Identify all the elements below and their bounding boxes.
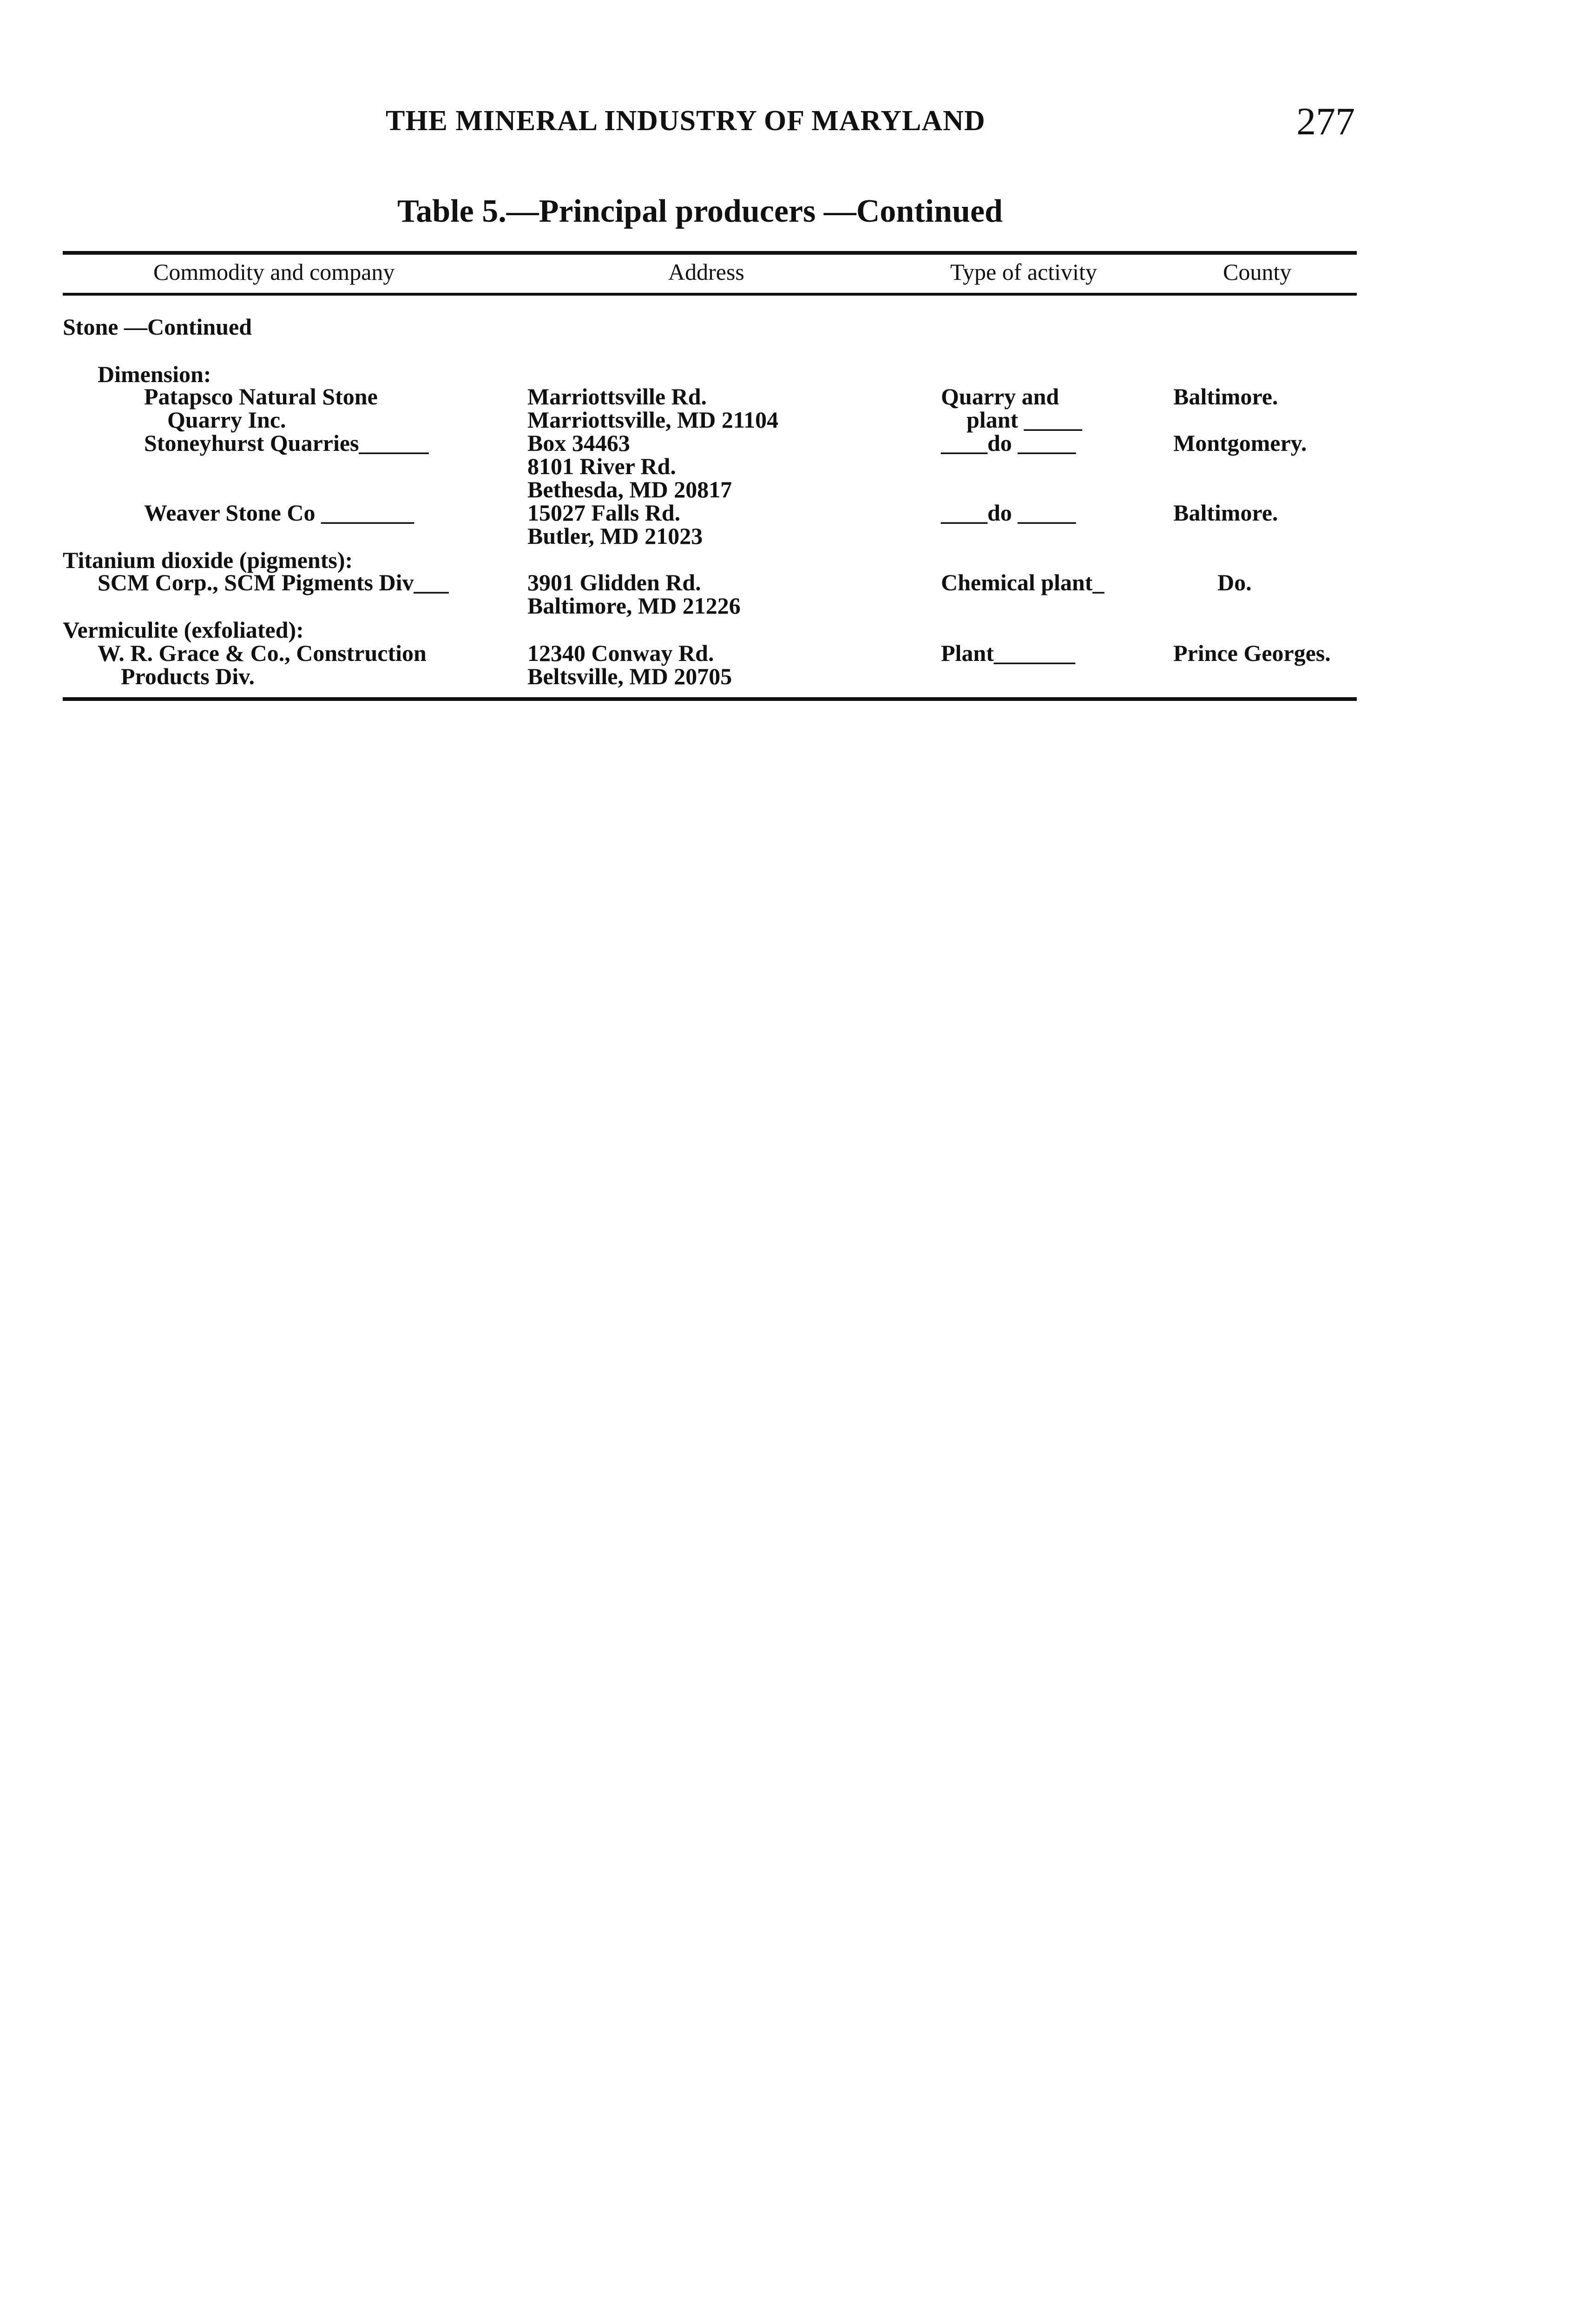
- activity-type: ____do _____: [941, 500, 1076, 526]
- company-name: Weaver Stone Co ________: [144, 500, 414, 526]
- page-number: 277: [1296, 100, 1355, 143]
- commodity-subgroup-heading: Dimension:: [98, 361, 211, 387]
- address-line: 12340 Conway Rd.: [527, 640, 714, 666]
- column-header-activity: Type of activity: [950, 259, 1097, 285]
- address-line: 15027 Falls Rd.: [527, 500, 681, 526]
- address-line: Butler, MD 21023: [527, 523, 703, 549]
- page-header: [0, 100, 1591, 146]
- activity-type: Plant_______: [941, 640, 1075, 666]
- commodity-group-heading: Stone —Continued: [63, 314, 252, 340]
- running-title: THE MINERAL INDUSTRY OF MARYLAND: [386, 105, 986, 137]
- table-bottom-rule: [63, 697, 1357, 701]
- address-line: Box 34463: [527, 430, 630, 456]
- company-name: W. R. Grace & Co., Construction: [98, 640, 427, 666]
- table-header-rule: [63, 293, 1357, 296]
- company-name: Stoneyhurst Quarries______: [144, 430, 429, 456]
- column-header-address: Address: [668, 259, 744, 285]
- address-line: Bethesda, MD 20817: [527, 476, 732, 502]
- address-line: Beltsville, MD 20705: [527, 663, 732, 689]
- county-name: Baltimore.: [1173, 383, 1278, 409]
- commodity-heading: Titanium dioxide (pigments):: [63, 547, 353, 573]
- company-name: SCM Corp., SCM Pigments Div___: [98, 569, 449, 595]
- table-top-rule: [63, 251, 1357, 255]
- company-name: Patapsco Natural Stone: [144, 383, 378, 409]
- address-line: 3901 Glidden Rd.: [527, 569, 701, 595]
- county-name: Montgomery.: [1173, 430, 1307, 456]
- address-line: Baltimore, MD 21226: [527, 593, 741, 619]
- address-line: Marriottsville Rd.: [527, 383, 707, 409]
- column-header-county: County: [1223, 259, 1292, 285]
- commodity-heading: Vermiculite (exfoliated):: [63, 617, 304, 643]
- activity-type: Chemical plant_: [941, 569, 1104, 595]
- column-header-commodity: Commodity and company: [153, 259, 395, 285]
- county-name: Prince Georges.: [1173, 640, 1331, 666]
- address-line: 8101 River Rd.: [527, 453, 676, 479]
- address-line: Marriottsville, MD 21104: [527, 407, 779, 433]
- activity-type: Quarry and: [941, 383, 1059, 409]
- activity-type-continued: plant _____: [966, 407, 1082, 433]
- county-name: Baltimore.: [1173, 500, 1278, 526]
- company-name-continued: Products Div.: [121, 663, 255, 689]
- table-title: Table 5.—Principal producers —Continued: [397, 193, 1003, 229]
- activity-type: ____do _____: [941, 430, 1076, 456]
- county-name: Do.: [1217, 569, 1252, 595]
- company-name-continued: Quarry Inc.: [167, 407, 286, 433]
